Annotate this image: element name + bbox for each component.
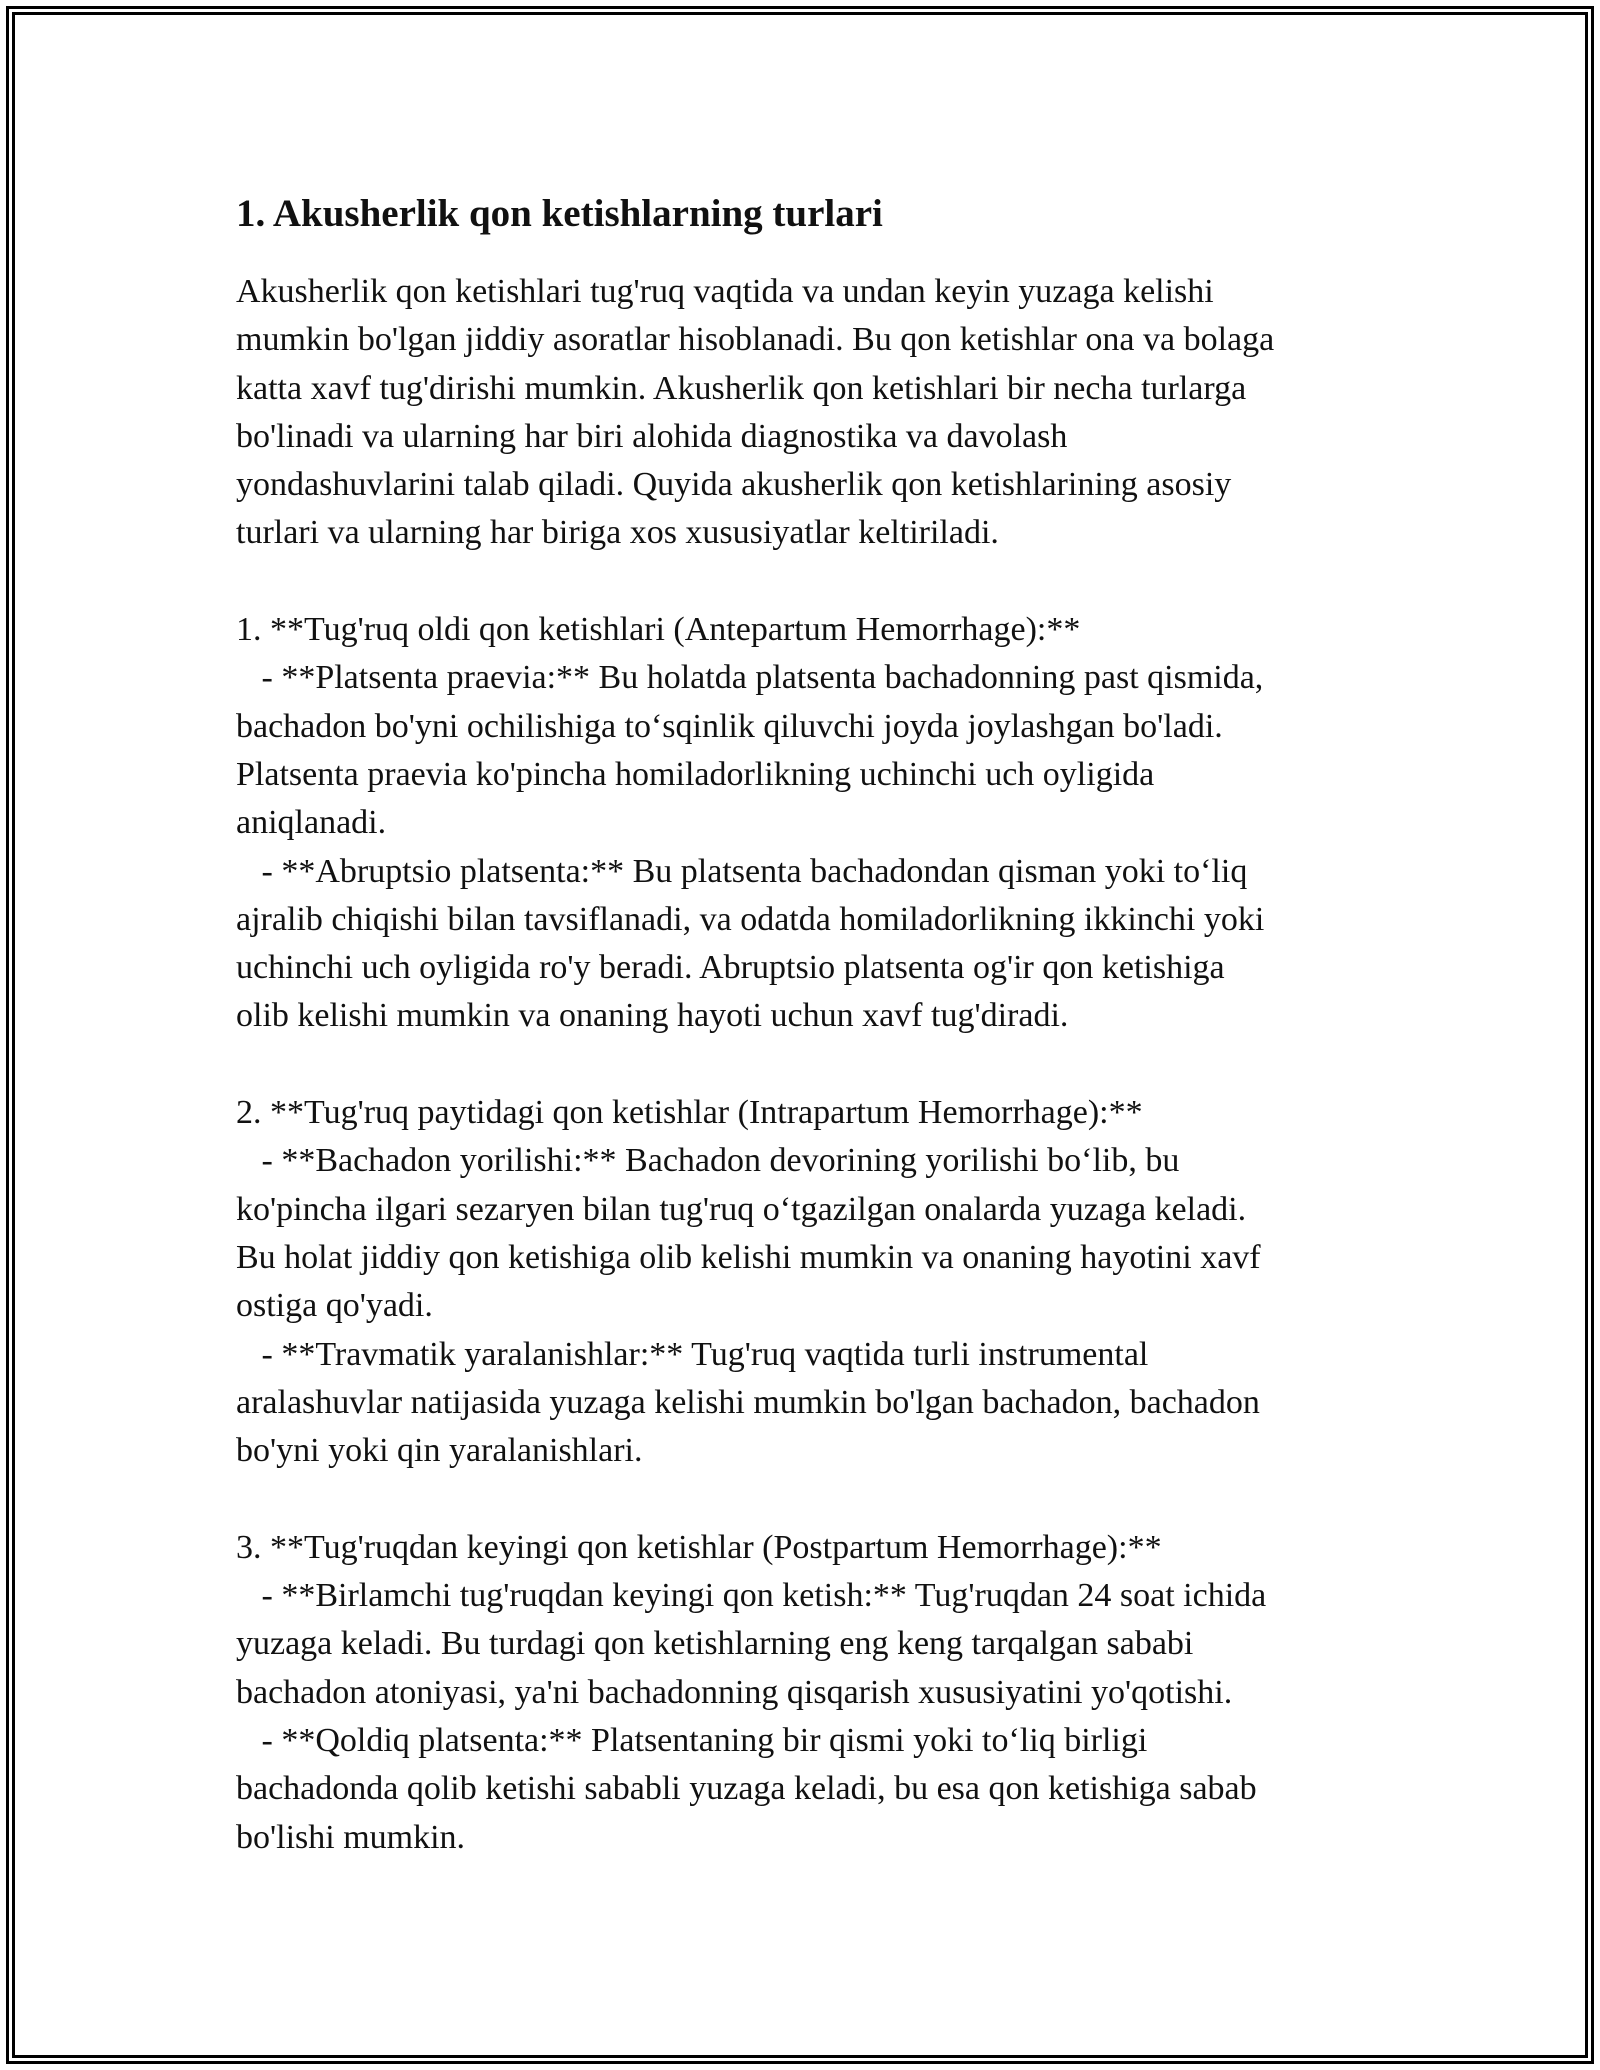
document-content xyxy=(236,190,1386,1862)
section-heading: 1. Akusherlik qon ketishlarning turlari xyxy=(236,192,883,235)
section-body-text: Akusherlik qon ketishlari tug'ruq vaqtida va undan keyin yuzaga kelishi mumkin bo'lgan jiddiy asoratlar hisoblanadi. Bu qon ketishlar ona va bolaga katta xavf tug'dirishi mumkin. Akusherlik qon ketishlari bir necha turlarga bo'linadi va ularning har biri alohida diagnostika va davolash yondashuvlarini talab qiladi. Quyida akusherlik qon ketishlarining asosiy turlari va ularning har biriga xos xususiyatlar keltiriladi. 1. **Tug'ruq oldi qon ketishlari (Antepartum Hemorrhage):** - **Platsenta praevia:** Bu holatda platsenta bachadonning past qismida, bachadon bo'yni ochilishiga to‘sqinlik qiluvchi joyda joylashgan bo'ladi. Platsenta praevia ko'pincha homiladorlikning uchinchi uch oyligida aniqlanadi. - **Abruptsio platsenta:** Bu platsenta bachadondan qisman yoki to‘liq ajralib chiqishi bilan tavsiflanadi, va odatda homiladorlikning ikkinchi yoki uchinchi uch oyligida ro'y beradi. Abruptsio platsenta og'ir qon ketishiga olib kelishi mumkin va onaning hayoti uchun xavf tug'diradi. 2. **Tug'ruq paytidagi qon ketishlar (Intrapartum Hemorrhage):** - **Bachadon yorilishi:** Bachadon devorining yorilishi bo‘lib, bu ko'pincha ilgari sezaryen bilan tug'ruq o‘tgazilgan onalarda yuzaga keladi. Bu holat jiddiy qon ketishiga olib kelishi mumkin va onaning hayotini xavf ostiga qo'yadi. - **Travmatik yaralanishlar:** Tug'ruq vaqtida turli instrumental aralashuvlar natijasida yuzaga kelishi mumkin bo'lgan bachadon, bachadon bo'yni yoki qin yaralanishlari. 3. **Tug'ruqdan keyingi qon ketishlar (Postpartum Hemorrhage):** - **Birlamchi tug'ruqdan keyingi qon ketish:** Tug'ruqdan 24 soat ichida yuzaga keladi. Bu turdagi qon ketishlarning eng keng tarqalgan sababi bachadon atoniyasi, ya'ni bachadonning qisqarish xususiyatini yo'qotishi. - **Qoldiq platsenta:** Platsentaning bir qismi yoki to‘liq birligi bachadonda qolib ketishi sababli yuzaga keladi, bu esa qon ketishiga sabab bo'lishi mumkin. xyxy=(236,273,1275,1856)
